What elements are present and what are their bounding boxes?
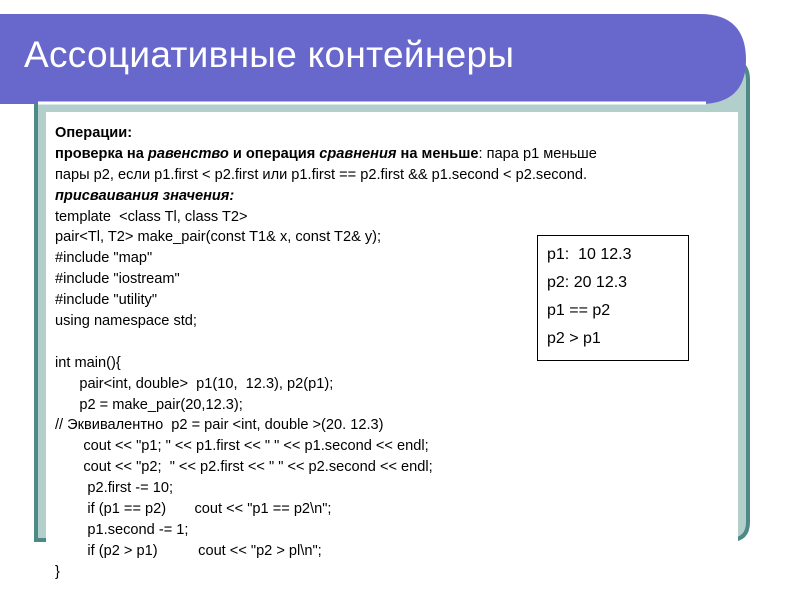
output-box <box>537 235 689 361</box>
body-text-run: p2 = make_pair(20,12.3); <box>55 396 243 413</box>
body-line <box>55 499 597 520</box>
body-line <box>55 269 597 290</box>
body-line <box>55 436 597 457</box>
body-line <box>55 144 597 165</box>
output-line: p1: 10 12.3 <box>547 246 632 263</box>
slide-title: Ассоциативные контейнеры <box>24 34 515 75</box>
body-line <box>55 227 597 248</box>
body-text-run: пары р2, если p1.first < p2.first или p1.first == p2.first && p1.second < p2.second. <box>55 166 588 183</box>
body-text-run: присваивания значения: <box>55 187 235 204</box>
body-line <box>55 186 597 207</box>
body-line <box>55 311 597 332</box>
body-line <box>55 541 597 562</box>
body-line <box>55 207 597 228</box>
body-text-run: using namespace std; <box>55 313 197 330</box>
body-line <box>55 520 597 541</box>
body-text-run: и операция <box>228 145 320 162</box>
body-text-run: : пара р1 меньше <box>478 145 597 162</box>
body-line <box>55 374 597 395</box>
body-text-run: проверка на <box>55 145 148 162</box>
body-text-run: #include "map" <box>55 250 153 267</box>
body-text-run: if (p1 == p2) cout << "p1 == p2\n"; <box>55 501 332 518</box>
body-line <box>55 248 597 269</box>
body-text-run: cout << "p2; " << p2.first << " " << p2.second << endl; <box>55 459 433 476</box>
body-text-run: Операции: <box>55 125 133 141</box>
body-line <box>55 353 597 374</box>
body-line <box>55 415 597 436</box>
body-text-run: template <class Tl, class T2> <box>55 208 248 225</box>
body-text-run: равенство <box>147 145 229 162</box>
body-line <box>55 562 597 583</box>
body-line <box>55 332 597 353</box>
body-text-run: сравнения <box>319 145 397 162</box>
body-line <box>55 395 597 416</box>
body-text-run: pair<int, double> p1(10, 12.3), p2(p1); <box>55 375 334 392</box>
body-line <box>55 123 597 144</box>
output-line: p2: 20 12.3 <box>547 274 628 291</box>
slide-body <box>55 123 597 583</box>
body-text-run: #include "utility" <box>55 292 158 309</box>
body-line <box>55 165 597 186</box>
body-text-run: на меньше <box>396 145 479 162</box>
body-line <box>55 290 597 311</box>
body-text-run: #include "iostream" <box>55 271 180 288</box>
body-line <box>55 457 597 478</box>
body-text-run: p2.first -= 10; <box>55 480 174 497</box>
output-line: p1 == p2 <box>547 302 611 319</box>
body-text-run: if (p2 > p1) cout << "p2 > pl\n"; <box>55 542 322 559</box>
body-text-run: cout << "p1; " << p1.first << " " << p1.second << endl; <box>55 438 429 455</box>
body-text-run: int main(){ <box>55 354 121 371</box>
body-text-run: p1.second -= 1; <box>55 521 189 538</box>
body-line <box>55 478 597 499</box>
body-text-run: pair<Tl, T2> make_pair(const T1& x, const T2& y); <box>55 229 382 246</box>
body-text-run: } <box>55 563 60 580</box>
body-text-run: // Эквивалентно p2 = pair <int, double >(20. 12.3) <box>55 417 384 434</box>
output-line: p2 > p1 <box>547 330 601 347</box>
